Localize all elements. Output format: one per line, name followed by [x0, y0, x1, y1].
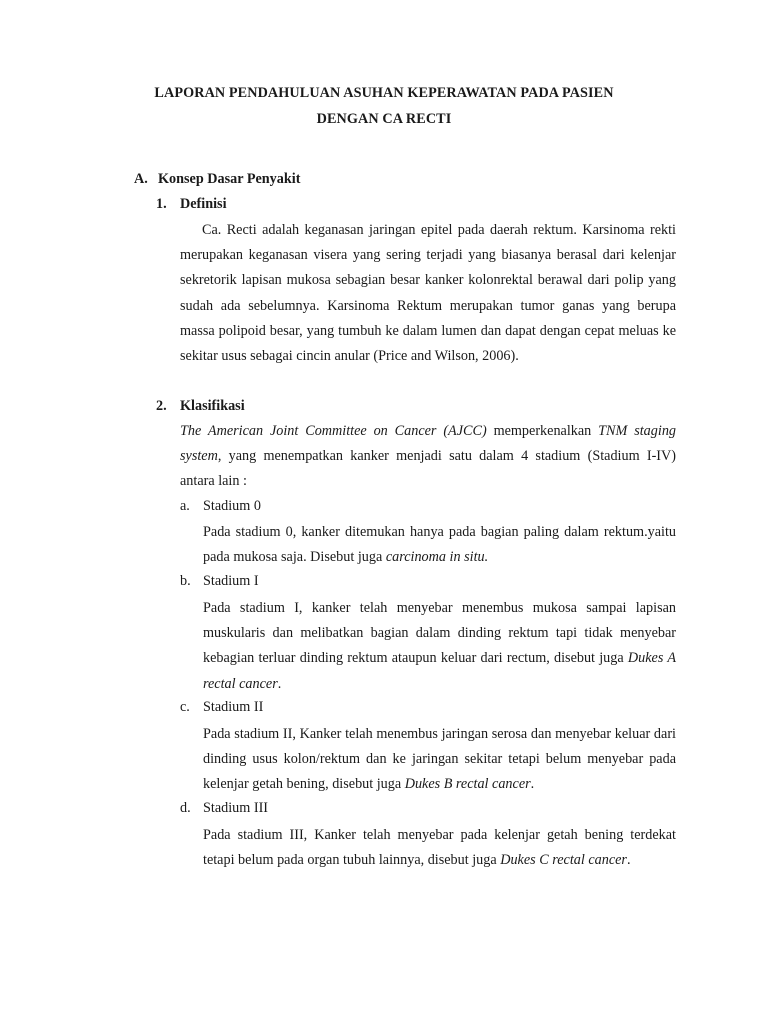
list-letter: d.: [180, 800, 191, 816]
stadium-tail: .: [277, 675, 282, 692]
ajcc-name: The American Joint Committee on Cancer (AJCC): [180, 423, 487, 439]
definisi-heading: [156, 196, 227, 213]
section-a-title: Konsep Dasar Penyakit: [158, 171, 301, 187]
section-a-heading: [134, 171, 300, 188]
stadium-term: Dukes A rectal cancer: [203, 650, 676, 692]
stadium-text: Pada stadium I, kanker telah menyebar menembus mukosa sampai lapisan muskularis dan melibatkan bagian dalam dinding rektum tapi tidak menyebar kebagian terluar dinding rektum ataupun keluar dari rectum, disebut juga: [203, 600, 676, 667]
klasifikasi-title: Klasifikasi: [180, 398, 245, 414]
stadium-tail: .: [530, 776, 535, 793]
definisi-text: Ca. Recti adalah keganasan jaringan epitel pada daerah rektum. Karsinoma rekti merupakan keganasan visera yang sering terjadi yang biasanya berasal dari kelenjar sekretorik lapisan mukosa sebagian besar kanker kolonrektal berawal dari polip yang sudah ada sebelumnya. Karsinoma Rektum merupakan tumor ganas yang berupa massa polipoid besar, yang tumbuh ke dalam lumen dan dapat dengan cepat meluas ke sekitar usus sebagai cincin anular (Price and Wilson, 2006).: [180, 222, 676, 365]
stadium-title: Stadium III: [203, 800, 269, 816]
document-title-line-2: DENGAN CA RECTI: [316, 111, 452, 127]
tnm-staging-term: TNM staging system: [180, 423, 677, 465]
klasifikasi-number: 2.: [156, 398, 167, 414]
stadium-0-label: [180, 498, 261, 515]
stadium-term: Dukes B rectal cancer: [404, 776, 531, 793]
definisi-title: Definisi: [180, 196, 227, 212]
stadium-text: Pada stadium III, Kanker telah menyebar pada kelenjar getah bening terdekat tetapi belum pada organ tubuh lainnya, disebut juga: [203, 827, 676, 869]
list-letter: c.: [180, 699, 190, 715]
definisi-paragraph: [180, 218, 676, 369]
section-a-letter: A.: [134, 171, 148, 187]
stadium-text: Pada stadium II, Kanker telah menembus jaringan serosa dan menyebar keluar dari dinding usus kolon/rektum dan ke jaringan sekitar tetapi belum menyebar pada kelenjar getah bening, disebut juga: [203, 726, 676, 793]
stadium-title: Stadium 0: [203, 498, 261, 514]
definisi-number: 1.: [156, 196, 167, 212]
stadium-3-paragraph: [203, 823, 676, 873]
stadium-title: Stadium I: [203, 573, 259, 589]
stadium-1-paragraph: [203, 596, 676, 697]
klasifikasi-intro-text-1: memperkenalkan: [486, 423, 599, 439]
stadium-term: Dukes C rectal cancer: [500, 852, 627, 869]
list-letter: a.: [180, 498, 190, 514]
stadium-1-label: [180, 573, 259, 590]
stadium-term: carcinoma in situ.: [385, 549, 489, 566]
stadium-3-label: [180, 800, 268, 817]
stadium-text: Pada stadium 0, kanker ditemukan hanya pada bagian paling dalam rektum.yaitu pada mukosa saja. Disebut juga: [203, 524, 676, 566]
stadium-title: Stadium II: [203, 699, 264, 715]
stadium-2-label: [180, 699, 263, 716]
klasifikasi-intro-text-2: , yang menempatkan kanker menjadi satu dalam 4 stadium (Stadium I-IV) antara lain :: [180, 448, 676, 490]
stadium-tail: .: [626, 852, 631, 869]
klasifikasi-heading: [156, 398, 245, 415]
stadium-2-paragraph: [203, 722, 676, 798]
klasifikasi-intro-paragraph: [180, 419, 676, 495]
document-title-line-1: LAPORAN PENDAHULUAN ASUHAN KEPERAWATAN PADA PASIEN: [154, 85, 614, 101]
stadium-0-paragraph: [203, 520, 676, 570]
list-letter: b.: [180, 573, 191, 589]
